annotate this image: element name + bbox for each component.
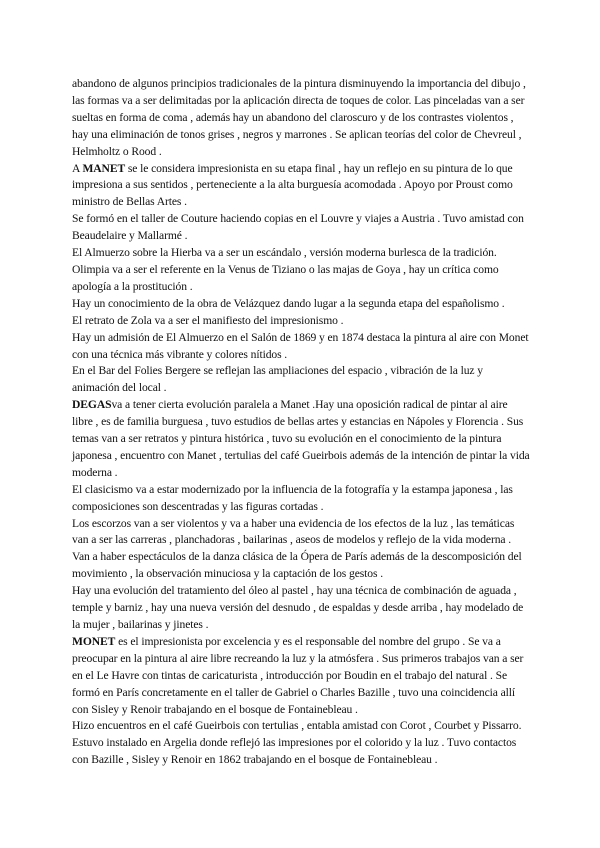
paragraph-gueirbois — [72, 718, 530, 735]
paragraph-text: En el Bar del Folies Bergere se reflejan las ampliaciones del espacio , vibración de la luz y animación del local . — [72, 364, 483, 395]
paragraph-text: abandono de algunos principios tradicionales de la pintura disminuyendo la importancia del dibujo , las formas va a ser delimitadas por la aplicación directa de toques de color. Las pinceladas van a ser sueltas en forma de coma , además hay un abandono del claroscuro y de los contrastes violentos , hay una eliminación de tonos grises , negros y marrones . Se aplican teorías del color de Chevreul , Helmholtz o Rood . — [72, 77, 526, 158]
paragraph-text: se le considera impresionista en su etapa final , hay un reflejo en su pintura de lo que impresiona a sus sentidos , perteneciente a la alta burguesía acomodada . Apoyo por Proust como ministro de Bellas Artes . — [72, 161, 513, 209]
paragraph-degas-intro — [72, 397, 530, 482]
artist-name-degas: DEGAS — [72, 398, 112, 412]
paragraph-folies-bergere — [72, 363, 530, 397]
paragraph-manet-training — [72, 211, 530, 245]
paragraph-text: va a tener cierta evolución paralela a Manet .Hay una oposición radical de pintar al aire libre , es de familia burguesa , tuvo estudios de bellas artes y estancias en Nápoles y Florencia . Sus temas van a ser retratos y pintura histórica , tuvo su evolución en el conocimiento de la pintura japonesa , encuentro con Manet , tertulias del café Gueirbois además de la intención de pintar la vida moderna . — [72, 398, 530, 479]
artist-name-manet: MANET — [82, 161, 126, 175]
paragraph-impressionism-techniques — [72, 76, 530, 161]
paragraph-almuerzo — [72, 245, 530, 262]
paragraph-manet-intro — [72, 161, 530, 212]
paragraph-argelia — [72, 735, 530, 769]
document-page — [72, 76, 530, 769]
paragraph-text: Hizo encuentros en el café Gueirbois con tertulias , entabla amistad con Corot , Courbet y Pissarro. — [72, 719, 522, 733]
paragraph-escorzos — [72, 516, 530, 584]
paragraph-text: El Almuerzo sobre la Hierba va a ser un escándalo , versión moderna burlesca de la tradición. — [72, 246, 497, 260]
paragraph-velazquez — [72, 296, 530, 313]
paragraph-text: Estuvo instalado en Argelia donde reflejó las impresiones por el colorido y la luz . Tuvo contactos con Bazille , Sisley y Renoir en 1862 trabajando en el bosque de Fontainebleau . — [72, 736, 517, 767]
paragraph-text: Olimpia va a ser el referente en la Venus de Tiziano o las majas de Goya , hay un crítica como apología a la prostitución . — [72, 262, 499, 293]
paragraph-text: El clasicismo va a estar modernizado por la influencia de la fotografía y la estampa japonesa , las composiciones son descentradas y las figuras cortadas . — [72, 482, 513, 513]
paragraph-salon — [72, 330, 530, 364]
paragraph-text: Hay un conocimiento de la obra de Velázquez dando lugar a la segunda etapa del españolismo . — [72, 296, 505, 310]
paragraph-text: Los escorzos van a ser violentos y va a haber una evidencia de los efectos de la luz , las temáticas van a ser las carreras , planchadoras , bailarinas , aseos de modelos y reflejo de la vida moderna . Van a haber espectáculos de la danza clásica de la Ópera de París además de la descomposición del movimiento , la observación minuciosa y la captación de los gestos . — [72, 516, 522, 581]
paragraph-lead: A — [72, 161, 83, 175]
paragraph-zola — [72, 313, 530, 330]
artist-name-monet: MONET — [72, 634, 116, 648]
paragraph-pastel — [72, 583, 530, 634]
paragraph-olimpia — [72, 262, 530, 296]
paragraph-text: El retrato de Zola va a ser el manifiesto del impresionismo . — [72, 313, 344, 327]
paragraph-clasicismo — [72, 482, 530, 516]
paragraph-monet-intro — [72, 634, 530, 719]
paragraph-text: es el impresionista por excelencia y es el responsable del nombre del grupo . Se va a preocupar en la pintura al aire libre recreando la luz y la atmósfera . Sus primeros trabajos van a ser en el Le Havre con tintas de caricaturista , introducción por Boudin en el trabajo del natural . Se formó en París concretamente en el taller de Gabriel o Charles Bazille , tuvo una coincidencia allí con Sisley y Renoir trabajando en el bosque de Fontainebleau . — [72, 634, 524, 716]
paragraph-text: Se formó en el taller de Couture haciendo copias en el Louvre y viajes a Austria . Tuvo amistad con Beaudelaire y Mallarmé . — [72, 212, 524, 243]
paragraph-text: Hay un admisión de El Almuerzo en el Salón de 1869 y en 1874 destaca la pintura al aire con Monet con una técnica más vibrante y colores nítidos . — [72, 330, 529, 361]
paragraph-text: Hay una evolución del tratamiento del óleo al pastel , hay una técnica de combinación de aguada , temple y barniz , hay una nueva versión del desnudo , de espaldas y desde arriba , hay modelado de la mujer , bailarinas y jinetes . — [72, 584, 524, 631]
